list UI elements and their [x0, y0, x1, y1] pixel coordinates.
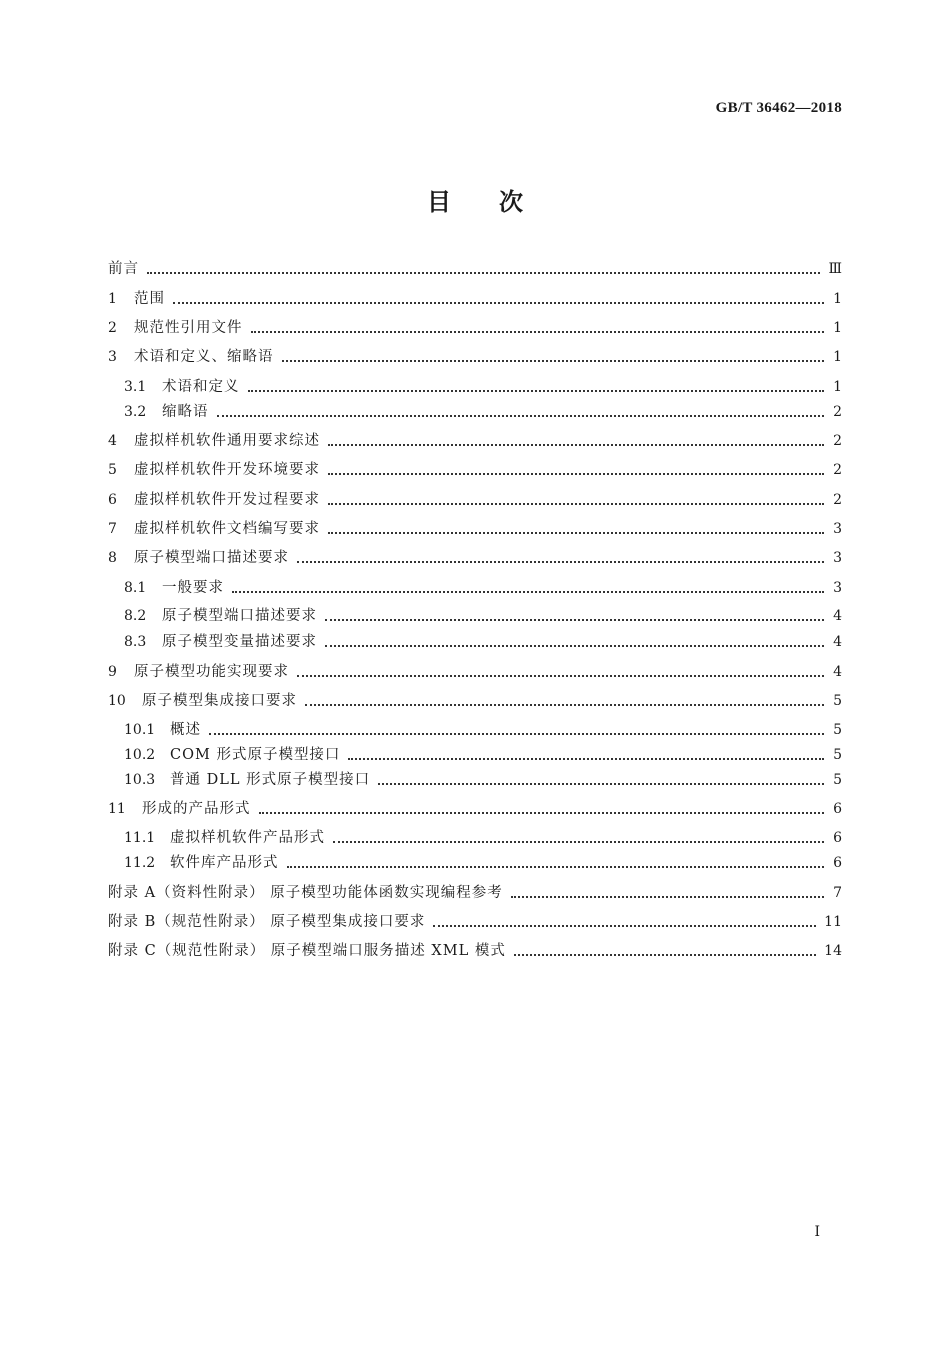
- toc-entry-page: 6: [833, 801, 842, 817]
- toc-entry-title: 附录 B（规范性附录） 原子模型集成接口要求: [108, 914, 426, 930]
- toc-entry[interactable]: [124, 767, 842, 793]
- toc-entry-page: 2: [833, 462, 842, 478]
- toc-entry[interactable]: [108, 659, 842, 685]
- toc-entry-page: 14: [824, 943, 842, 959]
- toc-entry-title: 缩略语: [162, 404, 209, 420]
- toc-entry-page: 2: [833, 404, 842, 420]
- toc-entry-title: 虚拟样机软件通用要求综述: [134, 433, 320, 449]
- toc-entry-title: 虚拟样机软件开发环境要求: [134, 462, 320, 478]
- toc-leader-dots: [287, 850, 825, 876]
- title-part-2: 次: [499, 188, 523, 216]
- toc-leader-dots: [328, 428, 824, 454]
- toc-entry-number: 1: [108, 291, 117, 307]
- toc-entry[interactable]: [108, 796, 842, 822]
- toc-entry-title: 软件库产品形式: [170, 855, 279, 871]
- toc-entry-page: 5: [833, 772, 842, 788]
- toc-entry-number: 10.2: [124, 747, 156, 763]
- toc-entry-title: 前言: [108, 261, 139, 277]
- toc-entry-title: 概述: [170, 722, 201, 738]
- toc-leader-dots: [248, 374, 825, 400]
- toc-entry-title: 附录 C（规范性附录） 原子模型端口服务描述 XML 模式: [108, 943, 506, 959]
- toc-entry-number: 5: [108, 462, 117, 478]
- toc-leader-dots: [173, 286, 824, 312]
- toc-leader-dots: [305, 688, 824, 714]
- page-title: [0, 182, 950, 217]
- toc-entry-title: 规范性引用文件: [134, 320, 243, 336]
- toc-entry-number: 11.1: [124, 830, 156, 846]
- toc-leader-dots: [297, 659, 824, 685]
- toc-entry-page: 2: [833, 492, 842, 508]
- toc-entry-title: 虚拟样机软件产品形式: [170, 830, 325, 846]
- toc-entry-page: 5: [833, 693, 842, 709]
- toc-entry[interactable]: [124, 717, 842, 743]
- toc-entry-title: 术语和定义、缩略语: [134, 349, 274, 365]
- toc-entry[interactable]: [108, 428, 842, 454]
- toc-leader-dots: [259, 796, 825, 822]
- toc-entry-number: 11.2: [124, 855, 156, 871]
- toc-entry-page: 4: [833, 664, 842, 680]
- toc-entry[interactable]: [108, 688, 842, 714]
- toc-entry[interactable]: [108, 344, 842, 370]
- toc-entry-title: 虚拟样机软件文档编写要求: [134, 521, 320, 537]
- toc-entry-number: 8.3: [124, 634, 147, 650]
- toc-entry[interactable]: [124, 742, 842, 768]
- toc-entry-title: 普通 DLL 形式原子模型接口: [170, 772, 371, 788]
- toc-entry-page: 3: [833, 550, 842, 566]
- toc-entry-number: 8.2: [124, 608, 147, 624]
- toc-leader-dots: [217, 399, 825, 425]
- toc-leader-dots: [328, 487, 824, 513]
- toc-entry[interactable]: [124, 603, 842, 629]
- toc-entry[interactable]: [108, 286, 842, 312]
- toc-entry[interactable]: [108, 938, 842, 964]
- toc-entry[interactable]: [108, 545, 842, 571]
- toc-leader-dots: [232, 575, 824, 601]
- toc-entry-page: 2: [833, 433, 842, 449]
- toc-entry-number: 3.2: [124, 404, 147, 420]
- toc-entry-number: 4: [108, 433, 117, 449]
- toc-entry-page: 1: [833, 291, 842, 307]
- toc-entry-number: 8.1: [124, 580, 147, 596]
- toc-entry[interactable]: [124, 629, 842, 655]
- toc-entry-page: 6: [833, 855, 842, 871]
- toc-leader-dots: [328, 457, 824, 483]
- toc-entry[interactable]: [108, 909, 842, 935]
- toc-entry-number: 9: [108, 664, 117, 680]
- toc-entry-title: 范围: [134, 291, 165, 307]
- toc-entry-title: 形成的产品形式: [142, 801, 251, 817]
- toc-entry-page: 4: [833, 634, 842, 650]
- toc-entry-number: 8: [108, 550, 117, 566]
- toc-entry-page: 11: [824, 914, 842, 930]
- toc-entry-page: 1: [833, 379, 842, 395]
- toc-leader-dots: [147, 256, 820, 282]
- toc-leader-dots: [333, 825, 824, 851]
- toc-entry-page: 1: [833, 349, 842, 365]
- toc-entry-page: 4: [833, 608, 842, 624]
- toc-entry-number: 10: [108, 693, 126, 709]
- toc-entry-number: 10.3: [124, 772, 156, 788]
- toc-entry[interactable]: [124, 374, 842, 400]
- toc-entry-page: 6: [833, 830, 842, 846]
- title-part-1: 目: [427, 188, 451, 216]
- toc-entry-title: 原子模型端口描述要求: [162, 608, 317, 624]
- toc-entry[interactable]: [124, 850, 842, 876]
- toc-entry-page: 5: [833, 747, 842, 763]
- toc-entry-page: 1: [833, 320, 842, 336]
- toc-entry-title: 术语和定义: [162, 379, 240, 395]
- toc-entry-number: 7: [108, 521, 117, 537]
- toc-entry-page: 3: [833, 580, 842, 596]
- toc-leader-dots: [511, 880, 824, 906]
- toc-entry-page: 7: [833, 885, 842, 901]
- toc-entry[interactable]: [108, 880, 842, 906]
- toc-entry-title: COM 形式原子模型接口: [170, 747, 341, 763]
- toc-entry-title: 原子模型集成接口要求: [142, 693, 297, 709]
- toc-entry[interactable]: [108, 487, 842, 513]
- toc-leader-dots: [433, 909, 816, 935]
- toc-entry-title: 附录 A（资料性附录） 原子模型功能体函数实现编程参考: [108, 885, 503, 901]
- toc-leader-dots: [297, 545, 824, 571]
- toc-leader-dots: [209, 717, 824, 743]
- toc-entry[interactable]: [108, 315, 842, 341]
- toc-entry-title: 原子模型变量描述要求: [162, 634, 317, 650]
- toc-entry-page: 5: [833, 722, 842, 738]
- toc-leader-dots: [328, 516, 824, 542]
- toc-entry-page: Ⅲ: [828, 261, 842, 277]
- toc-entry-number: 3: [108, 349, 117, 365]
- toc-leader-dots: [514, 938, 816, 964]
- toc-entry-title: 虚拟样机软件开发过程要求: [134, 492, 320, 508]
- toc-entry[interactable]: [124, 825, 842, 851]
- toc-leader-dots: [282, 344, 825, 370]
- toc-leader-dots: [325, 603, 824, 629]
- toc-entry-title: 原子模型端口描述要求: [134, 550, 289, 566]
- toc-entry-number: 6: [108, 492, 117, 508]
- toc-entry-title: 一般要求: [162, 580, 224, 596]
- toc-leader-dots: [251, 315, 825, 341]
- toc-entry-page: 3: [833, 521, 842, 537]
- standard-code: GB/T 36462—2018: [715, 100, 842, 116]
- toc-entry-number: 11: [108, 801, 126, 817]
- toc-entry-number: 2: [108, 320, 117, 336]
- toc-leader-dots: [325, 629, 824, 655]
- page-number: I: [814, 1224, 820, 1240]
- toc-entry-number: 10.1: [124, 722, 156, 738]
- toc-entry[interactable]: [124, 575, 842, 601]
- toc-entry[interactable]: [124, 399, 842, 425]
- toc-leader-dots: [378, 767, 824, 793]
- toc-entry[interactable]: [108, 256, 842, 282]
- toc-entry-number: 3.1: [124, 379, 147, 395]
- toc-entry[interactable]: [108, 457, 842, 483]
- toc-entry[interactable]: [108, 516, 842, 542]
- toc-leader-dots: [348, 742, 824, 768]
- toc-entry-title: 原子模型功能实现要求: [134, 664, 289, 680]
